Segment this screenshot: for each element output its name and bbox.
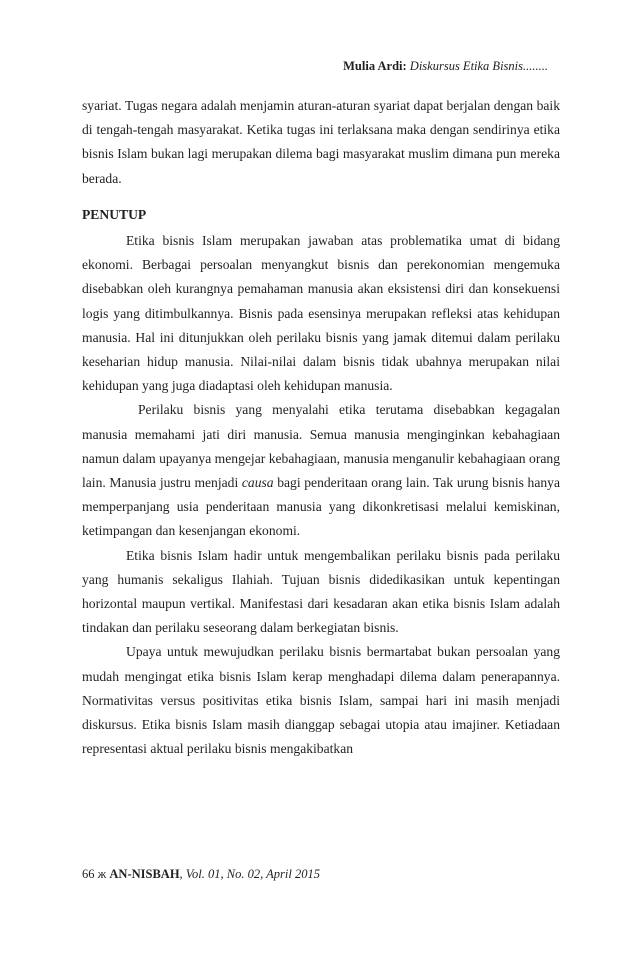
intro-paragraph: syariat. Tugas negara adalah menjamin aturan-aturan syariat dapat berjalan dengan baik di tengah-tengah masyarakat. Ketika tugas ini terlaksana maka dengan sendirinya etika bisnis Islam bukan lagi merupakan dilema bagi masyarakat muslim dimana pun mereka berada. — [82, 98, 560, 186]
running-head — [82, 58, 548, 74]
section-heading: PENUTUP — [82, 206, 147, 222]
paragraph-2 — [82, 398, 560, 543]
journal-name: AN-NISBAH — [109, 867, 180, 881]
paragraph-2-text-a: Perilaku bisnis yang menyalahi etika terutama disebabkan kegagalan manusia memahami jati diri manusia. Semua manusia menginginkan kebahagiaan namun dalam upayanya mengejar kebahagiaan, manusia menganulir kebahagiaan orang lain. Manusia justru menjadi — [82, 402, 560, 491]
page-footer — [82, 866, 560, 882]
body-text — [82, 94, 560, 761]
paragraph-2-text-b: bagi penderitaan orang lain. Tak urung bisnis hanya memperpanjang usia penderitaan manusia yang dikonkretisasi melalui kemiskinan, ketimpangan dan kesenjangan ekonomi. — [82, 475, 560, 539]
footer-separator-glyph: ж — [97, 867, 107, 881]
paragraph-2-italic-term: causa — [241, 475, 274, 491]
page-number: 66 — [82, 867, 95, 881]
journal-volume: , Vol. 01, No. 02, April 2015 — [179, 867, 320, 881]
paragraph-3: Etika bisnis Islam hadir untuk mengembalikan perilaku bisnis pada perilaku yang humanis sekaligus Ilahiah. Tujuan bisnis didedikasikan untuk kepentingan horizontal maupun vertikal. Manifestasi dari kesadaran akan etika bisnis Islam adalah tindakan dan perilaku seseorang dalam berkegiatan bisnis. — [82, 547, 560, 636]
paragraph-4: Upaya untuk mewujudkan perilaku bisnis bermartabat bukan persoalan yang mudah mengingat etika bisnis Islam kerap menghadapi dilema dalam penerapannya. Normativitas versus positivitas etika bisnis Islam, sampai hari ini masih menjadi diskursus. Etika bisnis Islam masih dianggap sebagai utopia atau imajiner. Ketiadaan representasi aktual perilaku bisnis mengakibatkan — [82, 644, 560, 757]
running-head-author: Mulia Ardi: — [343, 59, 407, 73]
running-head-title: Diskursus Etika Bisnis........ — [409, 59, 548, 73]
paragraph-1: Etika bisnis Islam merupakan jawaban atas problematika umat di bidang ekonomi. Berbagai persoalan menyangkut bisnis dan perekonomian mengemuka disebabkan oleh kurangnya pemahaman manusia akan eksistensi diri dan konsekuensi logis yang ditimbulkannya. Bisnis pada esensinya merupakan refleksi atas kehidupan manusia. Hal ini ditunjukkan oleh perilaku bisnis yang jamak ditemui dalam perilaku keseharian hidup manusia. Nilai-nilai dalam bisnis tidak ubahnya merupakan nilai kehidupan yang juga diadaptasi oleh kehidupan manusia. — [82, 233, 560, 394]
